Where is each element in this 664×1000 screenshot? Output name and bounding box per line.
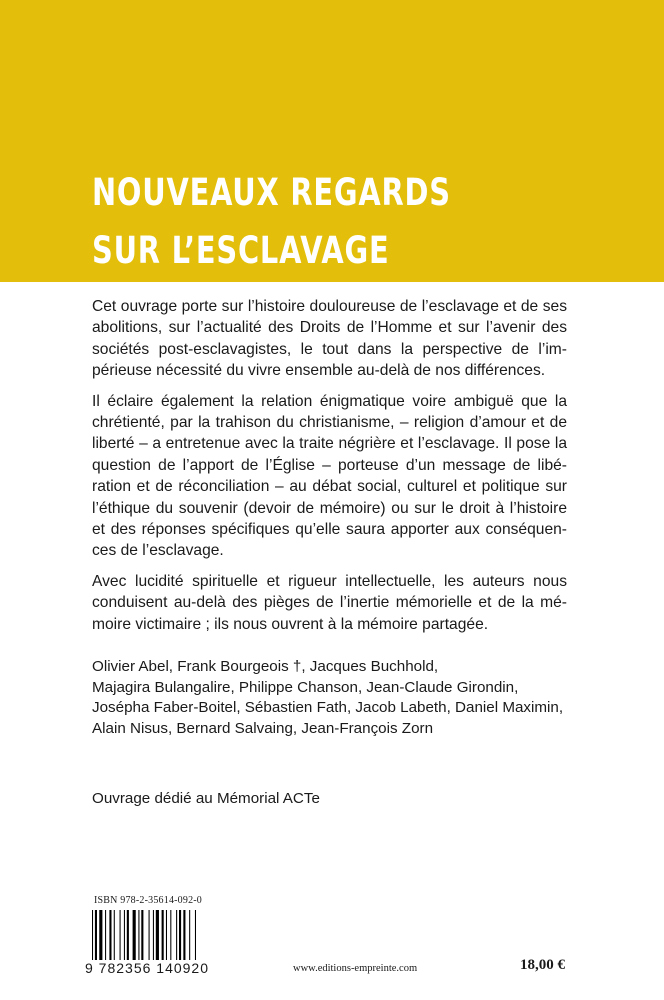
authors-line-2: Majagira Bulangalire, Philippe Chanson, Jean-Claude Girondin, bbox=[92, 678, 519, 696]
book-title bbox=[92, 164, 451, 280]
title-line-1: NOUVEAUX REGARDS bbox=[92, 171, 451, 214]
isbn: ISBN 978-2-35614-092-0 bbox=[94, 895, 203, 906]
authors-line-3: Josépha Faber-Boitel, Sébastien Fath, Jacob Labeth, Daniel Maximin, bbox=[92, 699, 564, 717]
authors-line-4: Alain Nisus, Bernard Salvaing, Jean-François Zorn bbox=[92, 719, 434, 737]
publisher-website: www.editions-empreinte.com bbox=[293, 963, 418, 974]
paragraph-3: Avec lucidité spirituelle et rigueur intellectuelle, les auteurs nous conduisent au-delà des pièges de l’inertie mémorielle et de la mémoire victimaire ; ils nous ouvrent à la mémoire partagée. bbox=[92, 572, 567, 633]
paragraph-2: Il éclaire également la relation énigmatique voire ambiguë que la chrétienté, par la trahison du christianisme, – religion d’amour et de liberté – a entretenue avec la traite négrière et l’esclavage. Il pose la question de l’apport de l’Église – porteuse d’un message de libération et de réconciliation – au débat social, culturel et politique sur l’éthique du souvenir (devoir de mémoire) ou sur le droit à l’histoire et des réponses spécifiques qu’elle saura apporter aux conséquences de l’esclavage. bbox=[92, 392, 567, 560]
dedication: Ouvrage dédié au Mémorial ACTe bbox=[92, 790, 320, 807]
price: 18,00 € bbox=[520, 957, 565, 973]
barcode-digits: 9 782356 140920 bbox=[85, 960, 209, 976]
title-line-2: SUR L’ESCLAVAGE bbox=[92, 229, 390, 272]
authors-line-1: Olivier Abel, Frank Bourgeois †, Jacques Buchhold, bbox=[92, 658, 439, 675]
back-cover-text bbox=[92, 296, 567, 644]
authors-list bbox=[92, 657, 592, 739]
paragraph-1: Cet ouvrage porte sur l’histoire douloureuse de l’esclavage et de ses abolitions, sur l’actualité des Droits de l’Homme et sur l’avenir des sociétés post-esclavagistes, le tout dans la perspective de l’impérieuse nécessité du vivre ensemble au-delà de nos différences. bbox=[92, 298, 567, 380]
